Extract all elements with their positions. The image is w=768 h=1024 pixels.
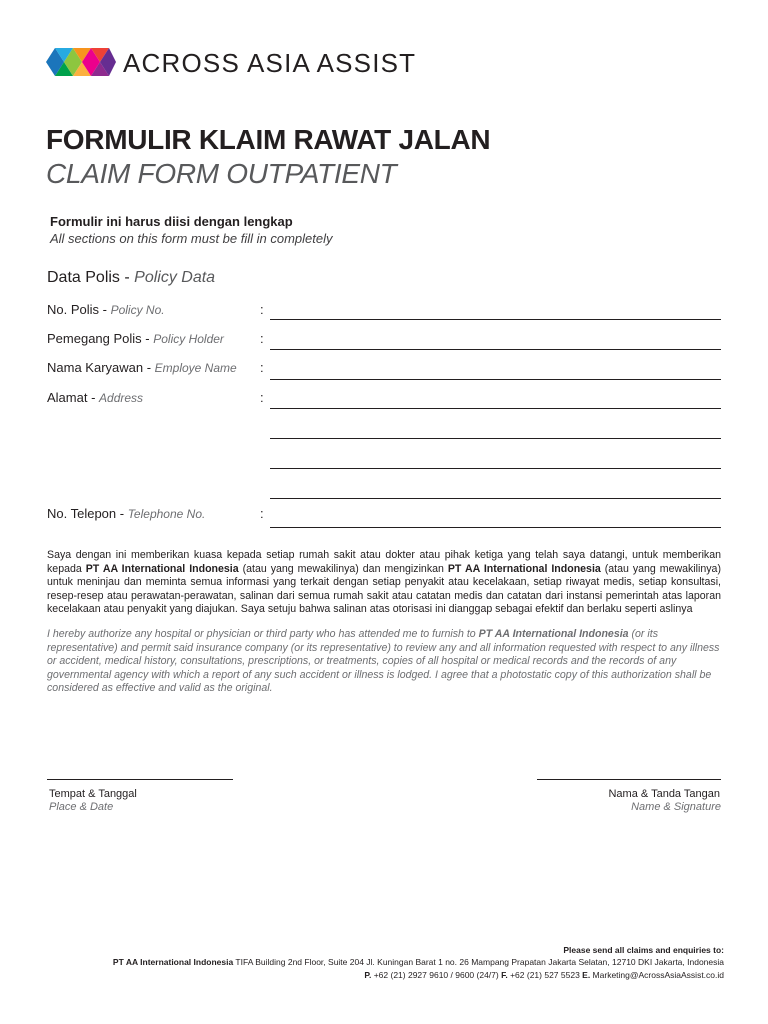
company-name: PT AA International Indonesia: [447, 562, 601, 575]
address-field-line-2[interactable]: [270, 438, 721, 439]
footer-company: PT AA International Indonesia: [112, 957, 234, 967]
policy-no-field[interactable]: [270, 319, 721, 320]
address-field-line-3[interactable]: [270, 468, 721, 469]
phone-label: P.: [364, 970, 372, 980]
email-label: E.: [582, 970, 591, 980]
fax-number: +62 (21) 527 5523: [507, 970, 583, 980]
email-address[interactable]: Marketing@AcrossAsiaAssist.co.id: [590, 970, 724, 980]
telephone-label: [47, 506, 205, 521]
employee-name-label: [47, 360, 237, 375]
name-signature-label: Nama & Tanda Tangan: [608, 788, 720, 800]
colon: :: [260, 331, 264, 346]
auth-text-part: Saya dengan ini memberikan kuasa kepada setiap rumah sakit atau dokter atau pihak ketiga yang telah saya datangi, untuk memberikan kepada: [47, 549, 721, 575]
telephone-field[interactable]: [270, 527, 721, 528]
auth-text-part: (atau yang mewakilinya) untuk meninjau dan meminta semua informasi yang terkait dengan setiap penyakit atau kecelakaan, setiap riwayat medis, setiap konsultasi, resep-resep atau perawatan-perawatan, salinan dari semua rumah sakit atau catatan medis dan catatan dari instansi pemerintah atas laporan kecelakaan atau penyakit yang diajukan. Saya setuju bahwa salinan atas otorisasi ini dianggap sebagai efektif dan berlaku seperti aslinya: [47, 562, 721, 615]
diamond-mosaic-logo-icon: [46, 44, 116, 80]
address-field-line-4[interactable]: [270, 498, 721, 499]
policy-holder-field[interactable]: [270, 349, 721, 350]
policy-holder-label-id: Pemegang Polis -: [47, 331, 154, 346]
fax-label: F.: [501, 970, 508, 980]
section-heading: [47, 269, 215, 287]
auth-text-part: (or its representative) and permit said insurance company (or its representative) to review any and all information requested with respect to any illness or accident, medical history, consultations, prescriptions, or treatments, copies of all hospital or medical records and the records of any governmental agency with which a report of any such accident or illness is lodged. I agree that a photostatic copy of this authorization shall be considered as effective and valid as the original.: [47, 628, 720, 694]
brand-name: ACROSS ASIA ASSIST: [123, 48, 417, 78]
company-name: PT AA International Indonesia: [85, 562, 239, 575]
signature-field[interactable]: [537, 779, 721, 780]
address-field-line-1[interactable]: [270, 408, 721, 409]
form-title-english: CLAIM FORM OUTPATIENT: [46, 158, 397, 189]
policy-no-label: [47, 302, 165, 317]
address-label: [47, 390, 143, 405]
section-heading-en: Policy Data: [134, 269, 216, 286]
colon: :: [260, 360, 264, 375]
employee-name-field[interactable]: [270, 379, 721, 380]
auth-text-part: I hereby authorize any hospital or physician or third party who has attended me to furnish to: [47, 628, 479, 640]
colon: :: [260, 302, 264, 317]
place-date-field[interactable]: [47, 779, 233, 780]
colon: :: [260, 390, 264, 405]
place-date-label: Tempat & Tanggal: [49, 788, 137, 800]
policy-holder-label: [47, 331, 224, 346]
form-title: FORMULIR KLAIM RAWAT JALAN: [46, 124, 491, 155]
telephone-label-id: No. Telepon -: [47, 506, 128, 521]
address-label-id: Alamat -: [47, 390, 100, 405]
phone-number: +62 (21) 2927 9610 / 9600 (24/7): [371, 970, 502, 980]
footer-contacts: [364, 970, 724, 980]
policy-no-label-id: No. Polis -: [47, 302, 111, 317]
footer-address-text: TIFA Building 2nd Floor, Suite 204 Jl. Kuningan Barat 1 no. 26 Mampang Prapatan Jakarta Selatan, 12710 DKI Jakarta, Indonesia: [233, 957, 724, 967]
telephone-label-en: Telephone No.: [127, 507, 206, 521]
colon: :: [260, 506, 264, 521]
employee-name-label-id: Nama Karyawan -: [47, 360, 155, 375]
authorization-text-english: [47, 628, 721, 696]
authorization-text: [47, 549, 721, 617]
policy-no-label-en: Policy No.: [110, 303, 165, 317]
footer-address: [113, 957, 724, 967]
employee-name-label-en: Employe Name: [154, 361, 237, 375]
policy-holder-label-en: Policy Holder: [153, 332, 224, 346]
instruction-text-english: All sections on this form must be fill in completely: [50, 231, 333, 246]
company-name: PT AA International Indonesia: [478, 628, 629, 640]
instruction-text: Formulir ini harus diisi dengan lengkap: [50, 214, 293, 229]
footer-send-note: Please send all claims and enquiries to:: [563, 945, 724, 955]
section-heading-id: Data Polis -: [47, 269, 135, 286]
name-signature-label-english: Name & Signature: [631, 801, 721, 813]
address-label-en: Address: [99, 391, 144, 405]
auth-text-part: (atau yang mewakilinya) dan mengizinkan: [238, 562, 448, 575]
place-date-label-english: Place & Date: [49, 801, 114, 813]
